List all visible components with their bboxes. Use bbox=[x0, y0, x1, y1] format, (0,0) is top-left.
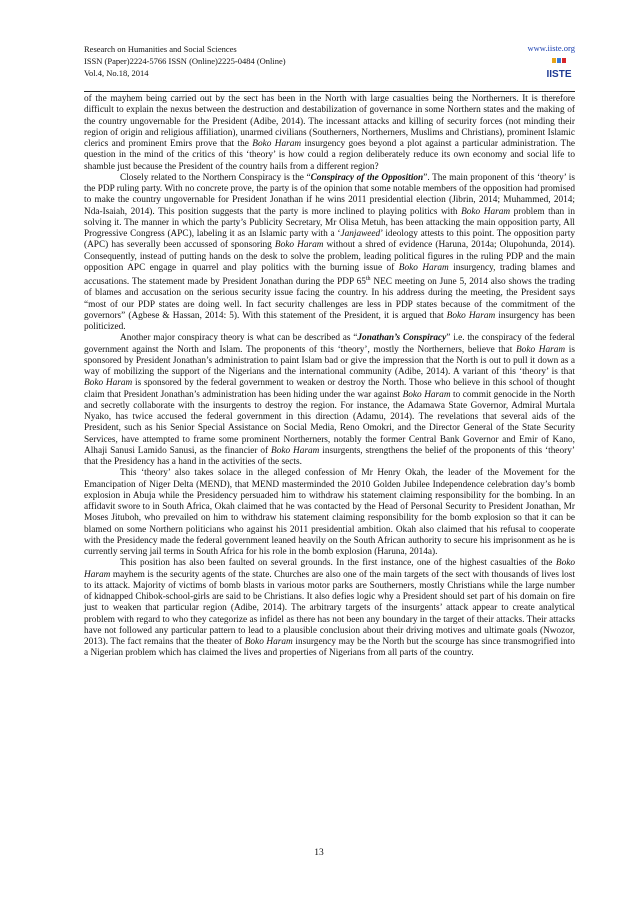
text-run: Boko Haram bbox=[516, 344, 566, 355]
paragraph bbox=[84, 333, 575, 468]
header-rule bbox=[84, 91, 575, 92]
text-run: mayhem is the security agents of the state. Churches are also one of the main targets of the sect with thousands of lives lost to its attack. Majority of victims of bomb blasts in various motor parks are Southerners, mostly Christians while the large number of kidnapped Chibok-school-girls are said to be Christians. It also defies logic why a President should set part of his domain on fire just to weaken that particular region (Adibe, 2014). The arbitrary targets of the insurgents’ attack appear to create analytical problem with regard to who they categorize as infidel as there has not been any boundary in the target of their attacks. Their attacks have not followed any particular pattern to lead to a plausible conclusion about their driving motives and ultimate goals (Nwozor, 2013). The fact remains that the theater of bbox=[84, 569, 575, 648]
text-run: Boko Haram bbox=[84, 558, 575, 580]
text-run: Boko Haram bbox=[398, 262, 449, 273]
text-run: Boko Haram bbox=[446, 310, 496, 321]
text-run: Closely related to the Northern Conspiracy is the “ bbox=[120, 172, 311, 183]
iiste-logo bbox=[543, 57, 575, 83]
text-run: ” i.e. the conspiracy of the federal government against the North and Islam. The proponents of this ‘theory’, mostly the Northerners, believe that bbox=[84, 333, 575, 355]
logo-text: IISTE bbox=[546, 69, 572, 80]
paragraph bbox=[84, 468, 575, 558]
text-run: ”. The main proponent of this ‘theory’ is the PDP ruling party. With no concrete prove, the party is of the opinion that some notable members of the opposition had promised to make the country ungovernable for President Jonathan if he wins 2011 presidential election (Jibrin, 2014; Muhammed, 2014; Nda-Isaiah, 2014). This position suggests that the party is more inclined to playing politics with bbox=[84, 172, 575, 217]
text-run: insurgency may be the North but the scourge has since transmogrified into a Nigerian problem which has claimed the lives and properties of Nigerians from all parts of the country. bbox=[84, 637, 576, 659]
text-run: NEC meeting on June 5, 2014 also shows the trading of blames and accusation on the serious security issue facing the country. In his address during the meeting, the President says “most of our PDP states are doing well. In fact security challenges are less in PDP states because of the commitment of the governors” (Agbese & Hassan, 2014: 5). With this statement of the President, it is argued that bbox=[84, 277, 576, 321]
text-run: Jonathan’s Conspiracy bbox=[357, 333, 447, 344]
text-run: insurgency has been politicized. bbox=[84, 310, 575, 333]
volume-line: Vol.4, No.18, 2014 bbox=[84, 68, 149, 78]
text-run: Boko Haram bbox=[402, 389, 451, 400]
paragraph bbox=[84, 558, 575, 659]
paragraph bbox=[84, 173, 575, 334]
issn-line: ISSN (Paper)2224-5766 ISSN (Online)2225-0484 (Online) bbox=[84, 56, 286, 66]
text-run: Boko Haram bbox=[271, 445, 320, 456]
running-header bbox=[84, 43, 286, 79]
text-run: insurgency, trading blames and accusations. The statement made by President Jonathan during the PDP 65 bbox=[84, 262, 575, 288]
text-run: of the mayhem being carried out by the sect has been in the North with large casualties being the Northerners. It is therefore difficult to explain the nexus between the destruction and destabilization of governance in some Northern states and the making of the country ungovernable for the President (Adibe, 2014). The incessant attacks and killing of security forces (not minding their region of origin and religious affiliation), unarmed civilians (Southerners, Northerners, Muslims and Christians), prominent Islamic clerics and prominent Emirs prove that the bbox=[84, 94, 575, 149]
text-run: Another major conspiracy theory is what can be described as “ bbox=[120, 333, 358, 344]
text-run: without a shred of evidence (Haruna, 2014a; Olupohunda, 2014). Consequently, instead of putting hands on the desk to solve the problem, leading political figures in the ruling PDP and the main opposition APC engage in quarrel and play politics with the burning issue of bbox=[84, 240, 575, 273]
text-run: Boko Haram bbox=[274, 240, 324, 251]
text-run: This ‘theory’ also takes solace in the alleged confession of Mr Henry Okah, the leader of the Movement for the Emancipation of Niger Delta (MEND), that MEND masterminded the 2010 Golden Jubilee Independence celebration day’s bomb explosion in Abuja while the Presidency persuaded him to withdraw his statement claiming responsibility for the bombing. In an affidavit swore to in South Africa, Okah claimed that he was contacted by the Head of Personal Security to President Jonathan, Mr Moses Jituboh, who prevailed on him to withdraw his statement claiming responsibility for the bomb explosion so that it can be blamed on some Northern politicians who against his 2011 presidential ambition. Okah also claimed that his refusal to cooperate with the Presidency made the federal government leaned heavily on the South African authority to secure his imprisonment as he is currently serving jail terms in South Africa for his role in the bomb explosion (Haruna, 2014a). bbox=[84, 468, 575, 558]
text-run: Janjaweed bbox=[340, 229, 381, 239]
journal-url-link[interactable]: www.iiste.org bbox=[527, 43, 575, 53]
text-run: Conspiracy of the Opposition bbox=[310, 172, 424, 183]
text-run: Boko Haram bbox=[461, 206, 511, 217]
text-run: problem than in solving it. The manner in which the party’s Publicity Secretary, Mr Olisa Metuh, has been attacking the main opposition party, All Progressive Congress (APC), labeling it as an Islamic party with a ‘ bbox=[84, 206, 575, 239]
text-run: ’ ideology attests to this point. The opposition party (APC) has severally been accussed of sponsoring bbox=[84, 229, 575, 251]
text-run: Boko Haram bbox=[244, 637, 293, 648]
text-run: Boko Haram bbox=[84, 378, 133, 389]
text-run: is sponsored by President Jonathan’s administration to paint Islam bad or give the impression that the North is out to pull it down as a way of mobilizing the support of the Nigerians and the international community (Adibe, 2014). A variant of this ‘theory’ is that bbox=[84, 344, 575, 378]
text-run: to commit genocide in the North and secretly collaborate with the insurgents to destroy the region. For instance, the Adamawa State Governor, Admiral Murtala Nyako, has twice accused the federal government in this direction (Adamu, 2014). The revelations that several aids of the President, such as his Senior Special Assistance on Social Media, Reno Omokri, and the Director General of the State Security Services, have attempted to frame some prominent Northerners, notably the former Central Bank Governor and Emir of Kano, Alhaji Sanusi Lamido Sanusi, as the financier of bbox=[84, 389, 575, 456]
text-run: th bbox=[365, 276, 371, 282]
text-run: insurgents, strengthens the belief of the proponents of this ‘theory’ that the Presidency has a hand in the activities of the sects. bbox=[84, 445, 575, 468]
text-run: insurgency goes beyond a plot against a particular administration. The question in the mind of the critics of this ‘theory’ is how could a region deliberately reduce its own economy and social life to shamble just because the President of the country hails from a different region? bbox=[84, 139, 576, 172]
page-number: 13 bbox=[314, 848, 324, 858]
text-run: is sponsored by the federal government to weaken or destroy the North. Those who believe in this school of thought claim that President Jonathan’s administration has been hiding under the war against bbox=[84, 378, 575, 400]
article-body bbox=[84, 94, 575, 660]
text-run: This position has also been faulted on several grounds. In the first instance, one of the highest casualties of the bbox=[120, 558, 556, 569]
text-run: Boko Haram bbox=[252, 139, 302, 149]
paragraph bbox=[84, 94, 575, 173]
journal-title: Research on Humanities and Social Sciences bbox=[84, 44, 237, 54]
